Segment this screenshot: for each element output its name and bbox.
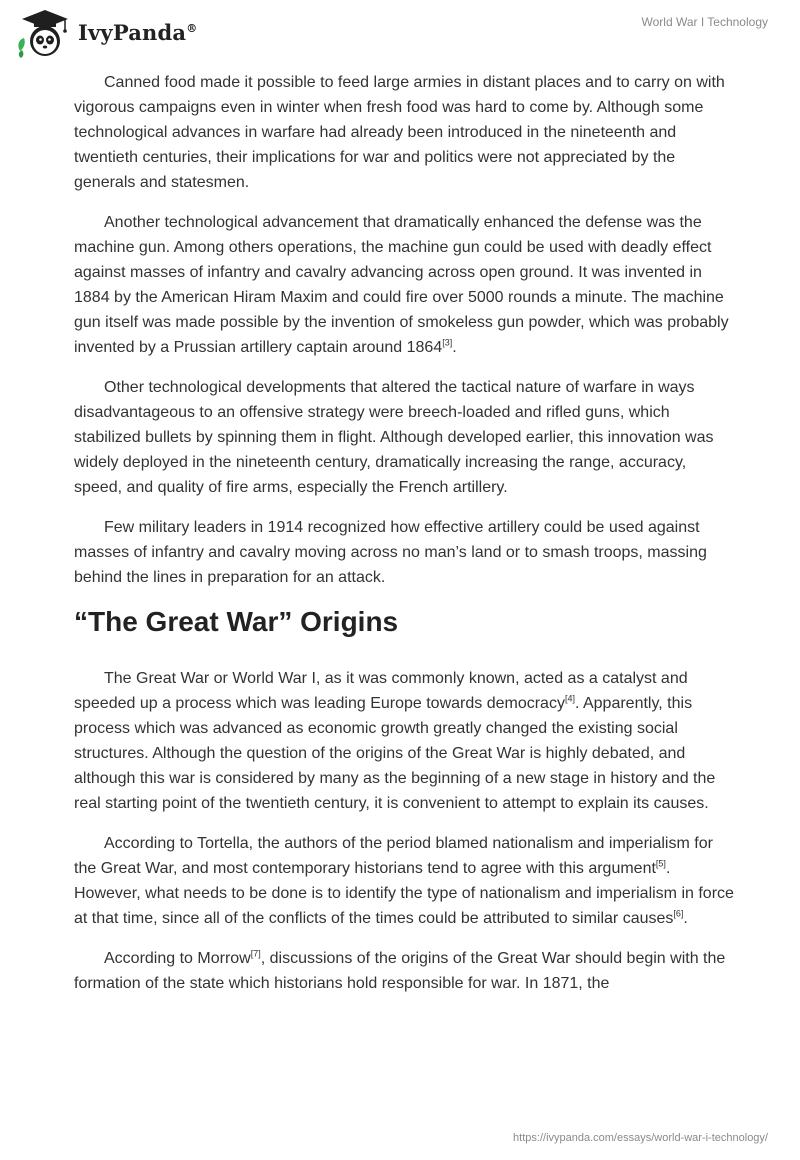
article-body: [74, 70, 734, 1011]
paragraph-artillery: Few military leaders in 1914 recognized how effective artillery could be used against masses of infantry and cavalry moving across no man’s land or to smash troops, massing behind the lines in preparation for an attack.: [74, 519, 707, 586]
paragraph-tortella: According to Tortella, the authors of the period blamed nationalism and imperialism for the Great War, and most contemporary historians tend to agree with this argument[5]. However, what needs to be done is to identify the type of nationalism and imperialism in force at that time, since all of the conflicts of the times could be attributed to similar causes[6].: [74, 835, 734, 927]
footnote-ref-3[interactable]: [3]: [442, 337, 453, 348]
ivypanda-logo-icon[interactable]: [14, 8, 76, 58]
paragraph-canned-food: Canned food made it possible to feed large armies in distant places and to carry on with vigorous campaigns even in winter when fresh food was hard to come by. Although some technological advances in warfare had already been introduced in the nineteenth and twentieth centuries, their implications for war and politics were not appreciated by the generals and statesmen.: [74, 74, 725, 191]
trademark-mark: ®: [186, 22, 198, 35]
section-heading: “The Great War” Origins: [74, 606, 399, 637]
document-title: World War I Technology: [641, 15, 768, 29]
brand-name[interactable]: IvyPanda®: [78, 20, 198, 45]
footnote-ref-4[interactable]: [4]: [564, 693, 575, 704]
page-header: [0, 0, 800, 70]
source-url-link[interactable]: https://ivypanda.com/essays/world-war-i-technology/: [513, 1132, 768, 1144]
paragraph-machine-gun: Another technological advancement that dramatically enhanced the defense was the machine gun. Among others operations, the machine gun could be used with deadly effect against masses of infantry and cavalry advancing across open ground. It was invented in 1884 by the American Hiram Maxim and could fire over 5000 rounds a minute. The machine gun itself was made possible by the invention of smokeless gun powder, which was probably invented by a Prussian artillery captain around 1864[3].: [74, 214, 729, 356]
footnote-ref-7[interactable]: [7]: [250, 948, 261, 959]
footnote-ref-5[interactable]: [5]: [655, 858, 666, 869]
paragraph-breech-loaded-guns: Other technological developments that altered the tactical nature of warfare in ways disadvantageous to an offensive strategy were breech-loaded and rifled guns, which stabilized bullets by spinning them in flight. Although developed earlier, this innovation was widely deployed in the nineteenth century, dramatically increasing the range, accuracy, speed, and quality of fire arms, especially the French artillery.: [74, 379, 714, 496]
paragraph-morrow: According to Morrow[7], discussions of the origins of the Great War should begin with the formation of the state which historians hold responsible for war. In 1871, the: [74, 948, 726, 992]
paragraph-great-war-catalyst: The Great War or World War I, as it was commonly known, acted as a catalyst and speeded up a process which was leading Europe towards democracy[4]. Apparently, this process which was advanced as economic growth greatly changed the existing social structures. Although the question of the origins of the Great War is highly debated, and although this war is considered by many as the beginning of a new stage in history and the real starting point of the twentieth century, it is convenient to attempt to explain its causes.: [74, 670, 716, 812]
footnote-ref-6[interactable]: [6]: [673, 908, 684, 919]
